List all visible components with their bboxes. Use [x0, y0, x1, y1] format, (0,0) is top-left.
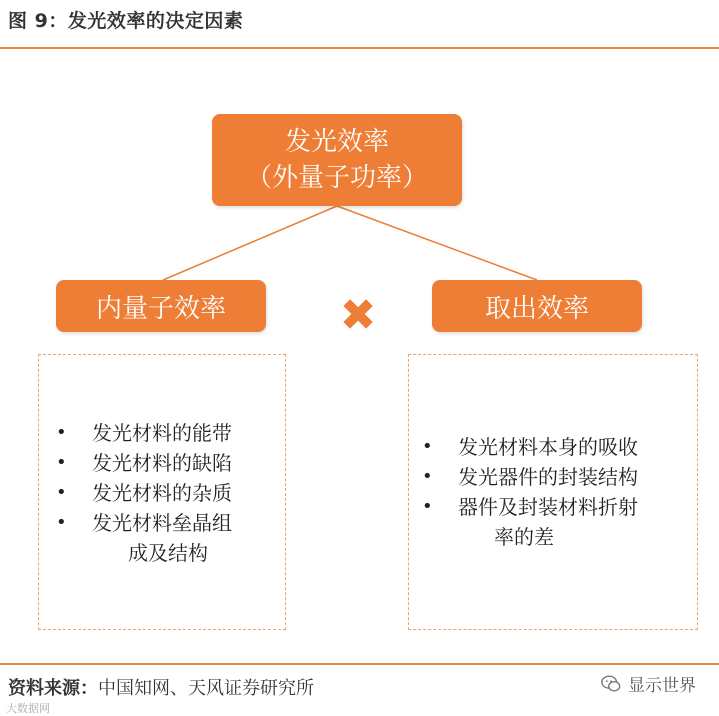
internal-quantum-efficiency-box [56, 280, 266, 332]
source-label: 资料来源： [8, 678, 98, 699]
left-box-label: 内量子效率 [95, 293, 226, 324]
bottom-rule [0, 663, 719, 665]
connector-right [337, 206, 537, 280]
luminous-efficiency-box [212, 114, 462, 206]
watermark-text: 显示世界 [628, 676, 696, 696]
watermark-small: 大数据网 [6, 702, 50, 715]
extraction-efficiency-box [432, 280, 642, 332]
right-box-label: 取出效率 [484, 293, 589, 324]
list-item: • 发光材料的能带 [56, 418, 276, 448]
watermark [600, 671, 696, 696]
list-item: • 发光器件的封装结构 [422, 462, 692, 492]
figure-title: 图 9：发光效率的决定因素 [8, 10, 244, 32]
source-text: 中国知网、天风证券研究所 [98, 678, 314, 699]
connector-left [163, 206, 337, 280]
list-item: • 器件及封装材料折射 率的差 [422, 492, 692, 552]
source-note [8, 674, 314, 700]
list-item: • 发光材料本身的吸收 [422, 432, 692, 462]
main-box-line2: （外量子功率） [245, 163, 428, 193]
list-item: • 发光材料垒晶组 成及结构 [56, 508, 276, 568]
extraction-factors-list [422, 432, 692, 552]
multiply-icon: ✖ [339, 290, 377, 341]
main-box-line1: 发光效率 [284, 127, 389, 157]
internal-factors-list [56, 418, 276, 568]
list-item: • 发光材料的缺陷 [56, 448, 276, 478]
wechat-icon [600, 673, 622, 695]
list-item: • 发光材料的杂质 [56, 478, 276, 508]
